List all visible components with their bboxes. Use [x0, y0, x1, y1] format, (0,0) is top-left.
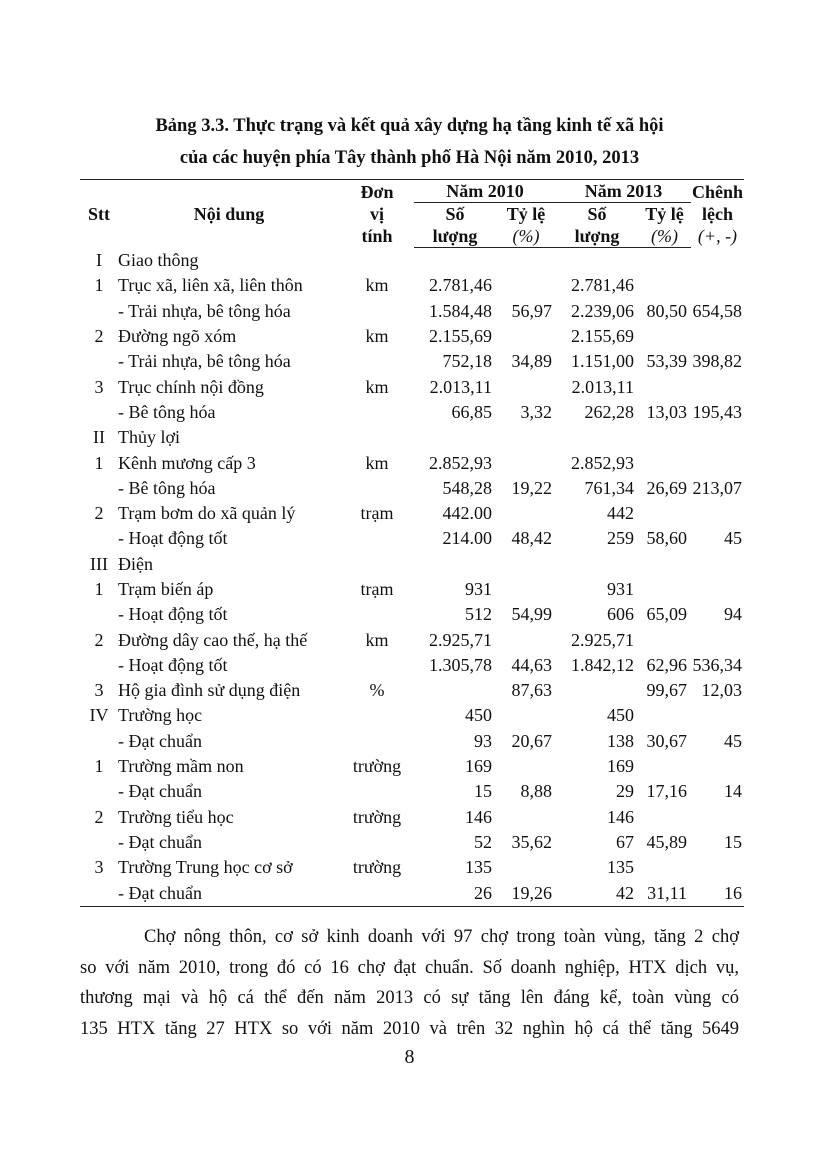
cell-qty-2010: 2.852,93: [429, 452, 492, 473]
cell-rate-2013: [638, 552, 691, 577]
cell-rate-2010: [496, 577, 556, 602]
cell-content: Trục xã, liên xã, liên thôn: [118, 275, 303, 296]
cell-qty-2010: 2.925,71: [429, 629, 492, 650]
header-year-2010: Năm 2010: [414, 180, 556, 203]
cell-rate-2010: 54,99: [511, 604, 552, 625]
cell-difference: [691, 273, 744, 298]
cell-stt: [80, 779, 118, 804]
cell-rate-2010: 56,97: [511, 300, 552, 321]
cell-content: - Trải nhựa, bê tông hóa: [118, 351, 291, 372]
cell-stt: IV: [89, 705, 109, 726]
table-row: [80, 552, 744, 577]
cell-unit: trạm: [360, 579, 394, 599]
cell-qty-2010: 2.155,69: [429, 326, 492, 347]
table-row: [80, 425, 744, 450]
cell-difference: 94: [724, 604, 742, 625]
table-row: [80, 602, 744, 627]
cell-content: Đường ngõ xóm: [118, 326, 237, 347]
cell-difference: 195,43: [692, 401, 742, 422]
cell-content: - Đạt chuẩn: [118, 880, 340, 906]
cell-qty-2013: 259: [607, 528, 634, 549]
cell-difference: 16: [691, 880, 744, 906]
paragraph-line-4: 135 HTX tăng 27 HTX so với năm 2010 và trên 32 nghìn hộ cá thể tăng 5649: [80, 1018, 739, 1039]
header-stt: Stt: [80, 180, 118, 248]
cell-qty-2013: 1.842,12: [571, 654, 634, 675]
cell-stt: 1: [94, 452, 104, 473]
cell-unit: [340, 400, 414, 425]
cell-rate-2013: [638, 754, 691, 779]
cell-stt: III: [90, 553, 108, 574]
cell-rate-2013: 13,03: [646, 401, 687, 422]
infrastructure-table: [80, 179, 744, 907]
cell-content: - Đạt chuẩn: [118, 730, 202, 751]
cell-rate-2010: [496, 273, 556, 298]
cell-qty-2013: 29: [616, 781, 634, 802]
cell-unit: %: [369, 680, 385, 701]
table-row: [80, 703, 744, 728]
cell-stt: 1: [94, 275, 104, 296]
header-qty-2010: Số lượng: [414, 203, 496, 248]
cell-difference: [691, 501, 744, 526]
cell-rate-2010: [496, 450, 556, 475]
cell-rate-2013: [638, 450, 691, 475]
cell-qty-2013: [556, 552, 638, 577]
cell-rate-2013: 45,89: [646, 831, 687, 852]
cell-qty-2013: 138: [607, 730, 634, 751]
cell-stt: [80, 653, 118, 678]
cell-rate-2013: [638, 374, 691, 399]
cell-stt: 2: [94, 326, 104, 347]
cell-difference: 45: [724, 730, 742, 751]
cell-difference: [691, 805, 744, 830]
cell-content: Trường Trung học cơ sở: [118, 857, 293, 878]
cell-difference: 536,34: [692, 654, 742, 675]
cell-stt: I: [96, 249, 102, 270]
cell-stt: [80, 602, 118, 627]
cell-difference: [691, 425, 744, 450]
table-caption: [80, 110, 739, 174]
header-difference: Chênh lệch (+, -): [691, 180, 744, 248]
cell-unit: km: [365, 326, 389, 347]
caption-line-2: của các huyện phía Tây thành phố Hà Nội năm 2010, 2013: [179, 148, 640, 168]
cell-qty-2013: 2.239,06: [571, 300, 634, 321]
cell-unit: [340, 476, 414, 501]
cell-stt: 1: [94, 756, 104, 777]
cell-rate-2010: 8,88: [520, 781, 552, 802]
cell-difference: 654,58: [692, 300, 742, 321]
cell-rate-2010: [496, 501, 556, 526]
cell-qty-2013: 761,34: [584, 477, 634, 498]
cell-content: Trục chính nội đồng: [118, 376, 264, 397]
cell-rate-2010: [496, 627, 556, 652]
cell-qty-2010: 931: [465, 579, 492, 599]
cell-qty-2010: [414, 425, 496, 450]
table-row: [80, 754, 744, 779]
cell-unit: [340, 703, 414, 728]
cell-qty-2010: [414, 552, 496, 577]
cell-unit: km: [365, 275, 389, 296]
cell-qty-2013: 42: [556, 880, 638, 906]
cell-rate-2010: [496, 855, 556, 880]
cell-difference: [691, 627, 744, 652]
cell-difference: 45: [724, 528, 742, 549]
cell-unit: trường: [352, 857, 402, 878]
table-row: [80, 805, 744, 830]
cell-qty-2010: [414, 248, 496, 274]
cell-unit: [340, 653, 414, 678]
cell-unit: [340, 729, 414, 754]
cell-qty-2010: 442.00: [442, 503, 492, 524]
cell-content: - Đạt chuẩn: [118, 831, 202, 852]
cell-qty-2013: 2.781,46: [571, 275, 634, 296]
cell-unit: [340, 830, 414, 855]
cell-difference: [691, 855, 744, 880]
cell-unit: km: [365, 629, 389, 650]
cell-stt: 2: [94, 503, 104, 524]
cell-stt: [80, 526, 118, 551]
cell-content: Hộ gia đình sử dụng điện: [118, 680, 301, 701]
cell-qty-2013: 606: [607, 604, 634, 625]
table-row: [80, 779, 744, 804]
table-row: [80, 627, 744, 652]
header-content: Nội dung: [118, 180, 340, 248]
cell-content: Thủy lợi: [118, 427, 181, 448]
cell-content: Đường dây cao thế, hạ thế: [118, 629, 308, 650]
cell-qty-2010: 66,85: [451, 401, 492, 422]
cell-qty-2013: [556, 678, 638, 703]
cell-content: - Trải nhựa, bê tông hóa: [118, 300, 291, 321]
cell-rate-2010: 20,67: [511, 730, 552, 751]
cell-qty-2013: 450: [607, 705, 634, 726]
cell-qty-2013: 1.151,00: [571, 351, 634, 372]
cell-content: - Bê tông hóa: [118, 477, 216, 498]
cell-stt: 3: [94, 680, 104, 701]
cell-difference: 14: [724, 781, 742, 802]
cell-unit: [340, 552, 414, 577]
cell-unit: km: [365, 376, 389, 397]
cell-content: - Hoạt động tốt: [118, 654, 228, 675]
page-number: 8: [404, 1046, 415, 1068]
table-row: [80, 248, 744, 274]
cell-rate-2010: [496, 805, 556, 830]
cell-stt: 2: [94, 806, 104, 827]
cell-rate-2010: [496, 374, 556, 399]
cell-qty-2010: 1.305,78: [429, 654, 492, 675]
cell-difference: 398,82: [692, 351, 742, 372]
cell-difference: [691, 703, 744, 728]
cell-qty-2013: 262,28: [584, 401, 634, 422]
cell-content: - Đạt chuẩn: [118, 781, 202, 802]
cell-qty-2013: 67: [616, 831, 634, 852]
cell-rate-2013: 53,39: [646, 351, 687, 372]
cell-rate-2010: 44,63: [511, 654, 552, 675]
table-row: [80, 526, 744, 551]
cell-content: - Bê tông hóa: [118, 401, 216, 422]
cell-qty-2010: 93: [474, 730, 492, 751]
cell-qty-2010: 169: [465, 756, 492, 777]
table-row: [80, 450, 744, 475]
header-year-2013: Năm 2013: [556, 180, 691, 203]
table-row: [80, 830, 744, 855]
table-row: [80, 653, 744, 678]
cell-qty-2013: [556, 425, 638, 450]
cell-rate-2010: [496, 754, 556, 779]
cell-rate-2010: 35,62: [511, 831, 552, 852]
cell-rate-2013: 80,50: [646, 300, 687, 321]
cell-qty-2013: 135: [607, 857, 634, 878]
cell-rate-2010: [496, 324, 556, 349]
cell-stt: 1: [94, 579, 104, 599]
header-rate-2010: Tỷ lệ (%): [496, 203, 556, 248]
cell-qty-2013: 2.013,11: [571, 376, 634, 397]
cell-difference: 12,03: [701, 680, 742, 701]
cell-stt: 3: [94, 857, 104, 878]
table-row: [80, 299, 744, 324]
cell-rate-2013: 99,67: [646, 680, 687, 701]
cell-qty-2013: 2.925,71: [571, 629, 634, 650]
cell-stt: [80, 400, 118, 425]
table-row: [80, 855, 744, 880]
body-paragraph: [80, 922, 739, 1044]
cell-rate-2010: 19,26: [496, 880, 556, 906]
cell-content: - Hoạt động tốt: [118, 604, 228, 625]
cell-rate-2013: [638, 805, 691, 830]
cell-stt: [80, 299, 118, 324]
cell-rate-2010: 19,22: [511, 477, 552, 498]
cell-difference: [691, 374, 744, 399]
cell-content: - Hoạt động tốt: [118, 528, 228, 549]
cell-rate-2013: 17,16: [646, 781, 687, 802]
cell-content: Kênh mương cấp 3: [118, 452, 256, 473]
table-row: [80, 577, 744, 602]
cell-difference: 15: [724, 831, 742, 852]
cell-unit: trạm: [360, 503, 394, 524]
cell-qty-2013: 931: [607, 579, 634, 599]
cell-difference: [691, 324, 744, 349]
table-row: [80, 476, 744, 501]
cell-rate-2010: 48,42: [511, 528, 552, 549]
cell-content: Trạm bơm do xã quản lý: [118, 503, 296, 524]
cell-qty-2010: 2.013,11: [429, 376, 492, 397]
table-row: [80, 374, 744, 399]
cell-stt: [80, 476, 118, 501]
cell-qty-2010: 146: [465, 806, 492, 827]
cell-unit: [340, 299, 414, 324]
cell-stt: II: [93, 427, 105, 448]
cell-unit: trường: [352, 756, 402, 777]
cell-qty-2010: 2.781,46: [429, 275, 492, 296]
table-row: [80, 729, 744, 754]
cell-content: Trường tiểu học: [118, 806, 234, 827]
cell-content: Giao thông: [118, 249, 199, 270]
paragraph-line-1: Chợ nông thôn, cơ sở kinh doanh với 97 chợ trong toàn vùng, tăng 2 chợ: [144, 927, 739, 947]
cell-rate-2010: 3,32: [520, 401, 552, 422]
cell-rate-2013: 30,67: [646, 730, 687, 751]
cell-stt: [80, 880, 118, 906]
cell-unit: [340, 425, 414, 450]
cell-stt: [80, 349, 118, 374]
cell-rate-2013: [638, 273, 691, 298]
cell-rate-2013: [638, 324, 691, 349]
table-row: [80, 324, 744, 349]
cell-difference: 213,07: [692, 477, 742, 498]
cell-qty-2013: [556, 248, 638, 274]
table-row: [80, 400, 744, 425]
cell-qty-2010: [414, 678, 496, 703]
cell-content: Trường học: [118, 705, 203, 726]
cell-stt: 2: [94, 629, 104, 650]
cell-content: Trường mầm non: [118, 756, 244, 777]
cell-rate-2010: [496, 703, 556, 728]
table-row: [80, 501, 744, 526]
cell-content: Điện: [118, 553, 153, 574]
cell-qty-2013: 442: [607, 503, 634, 524]
cell-rate-2013: 26,69: [646, 477, 687, 498]
cell-difference: [691, 248, 744, 274]
cell-rate-2013: 65,09: [646, 604, 687, 625]
cell-difference: [691, 552, 744, 577]
cell-rate-2013: 58,60: [646, 528, 687, 549]
table-row: [80, 349, 744, 374]
cell-qty-2010: 450: [465, 705, 492, 726]
header-rate-2013: Tỷ lệ (%): [638, 203, 691, 248]
cell-rate-2010: [496, 248, 556, 274]
cell-qty-2010: 1.584,48: [429, 300, 492, 321]
cell-qty-2010: 26: [414, 880, 496, 906]
cell-qty-2010: 15: [474, 781, 492, 802]
cell-rate-2010: [496, 425, 556, 450]
paragraph-line-2: so với năm 2010, trong đó có 16 chợ đạt chuẩn. Số doanh nghiệp, HTX dịch vụ,: [80, 957, 739, 978]
table-row: [80, 678, 744, 703]
cell-stt: [80, 830, 118, 855]
cell-unit: [340, 880, 414, 906]
header-unit: Đơn vị tính: [340, 180, 414, 248]
cell-qty-2010: 135: [465, 857, 492, 878]
cell-qty-2013: 2.852,93: [571, 452, 634, 473]
cell-stt: [80, 729, 118, 754]
table-row: [80, 273, 744, 298]
cell-rate-2013: [638, 501, 691, 526]
cell-qty-2013: 2.155,69: [571, 326, 634, 347]
cell-rate-2013: [638, 425, 691, 450]
header-qty-2013: Số lượng: [556, 203, 638, 248]
cell-unit: km: [365, 452, 389, 473]
cell-unit: [340, 779, 414, 804]
cell-difference: [691, 754, 744, 779]
cell-unit: [340, 349, 414, 374]
caption-line-1: Bảng 3.3. Thực trạng và kết quả xây dựng hạ tầng kinh tế xã hội: [155, 116, 664, 136]
cell-rate-2013: 62,96: [646, 654, 687, 675]
paragraph-line-3: thương mại và hộ cá thể đến năm 2013 có sự tăng lên đáng kể, toàn vùng có: [80, 988, 739, 1008]
cell-unit: [340, 526, 414, 551]
cell-qty-2010: 752,18: [442, 351, 492, 372]
cell-content: Trạm biến áp: [118, 579, 214, 599]
cell-stt: 3: [94, 376, 104, 397]
cell-rate-2013: [638, 248, 691, 274]
cell-qty-2013: 169: [607, 756, 634, 777]
table-row: [80, 880, 744, 906]
cell-rate-2013: [638, 577, 691, 602]
cell-qty-2013: 146: [607, 806, 634, 827]
cell-rate-2010: [496, 552, 556, 577]
cell-rate-2013: [638, 627, 691, 652]
cell-qty-2010: 548,28: [442, 477, 492, 498]
cell-unit: [340, 602, 414, 627]
cell-rate-2013: [638, 855, 691, 880]
cell-qty-2010: 512: [465, 604, 492, 625]
cell-rate-2010: 87,63: [511, 680, 552, 701]
cell-unit: [340, 248, 414, 274]
cell-difference: [691, 577, 744, 602]
cell-rate-2010: 34,89: [511, 351, 552, 372]
cell-difference: [691, 450, 744, 475]
cell-qty-2010: 214.00: [442, 528, 492, 549]
cell-rate-2013: 31,11: [638, 880, 691, 906]
cell-unit: trường: [352, 806, 402, 827]
cell-qty-2010: 52: [474, 831, 492, 852]
cell-rate-2013: [638, 703, 691, 728]
